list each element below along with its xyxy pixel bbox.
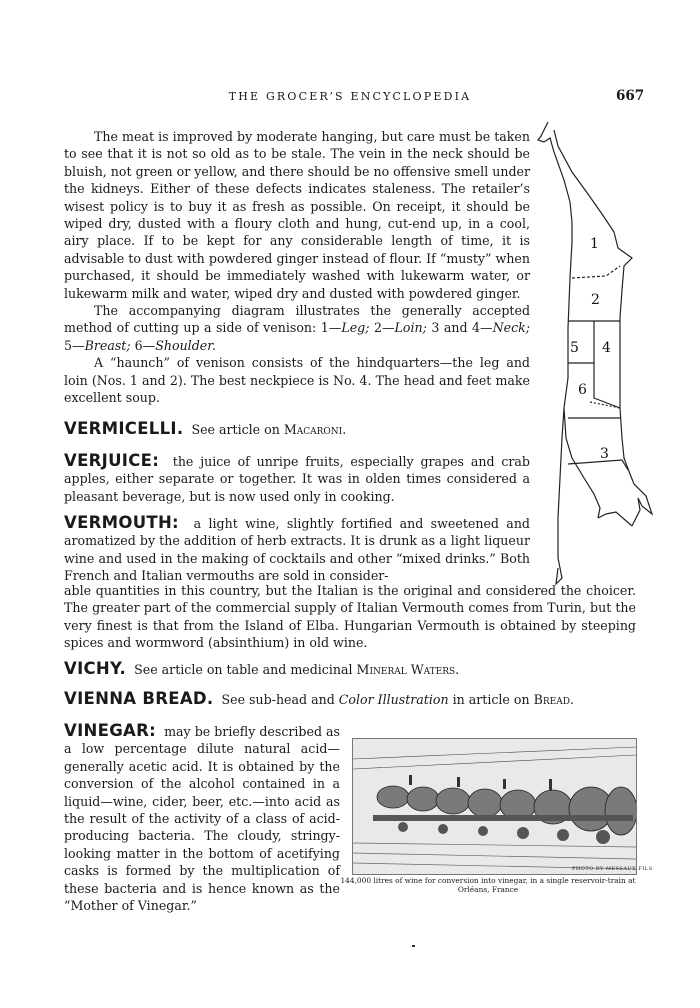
diagram-label-3: 3 (600, 446, 609, 462)
diagram-label-5: 5 (570, 340, 579, 356)
photo-credit: PHOTO BY MESSAUX FILS (572, 866, 653, 872)
venison-cuts-diagram (528, 118, 660, 594)
verjuice-entry: VERJUICE: the juice of unripe fruits, especially grapes and crab apples, either separate or together. It was in olden times considered a pleasant beverage, but is now used only in cooking. (64, 451, 530, 504)
venison-paragraph-1: The meat is improved by moderate hanging, but care must be taken to see that it is not so old as to be stale. The vein in the neck should be bluish, not green or yellow, and there should be no offensive smell under the kidneys. Either of these defects indicates staleness. The retailer’s wisest policy is to buy it as fresh as possible. On receipt, it should be wiped dry, dusted with a floury cloth and hung, cut-end up, in a cool, airy place. If to be kept for any considerable length of time, it is advisable to dust with powdered ginger instead of flour. If “musty” when purchased, it should be immediately washed with lukewarm water, or lukewarm milk and water, wiped dry and dusted with powdered ginger. (64, 129, 530, 301)
venison-paragraph-3: A “haunch” of venison consists of the hindquarters—the leg and loin (Nos. 1 and 2). The best neckpiece is No. 4. The head and feet make excellent soup. (64, 355, 530, 406)
diagram-label-4: 4 (602, 340, 611, 356)
diagram-label-1: 1 (590, 236, 599, 252)
vinegar-heading: VINEGAR: (64, 721, 157, 740)
vichy-entry: VICHY. See article on table and medicinal Mineral Waters. (64, 659, 460, 678)
vinegar-entry: VINEGAR: may be briefly described as a low percentage dilute natural acid—generally acetic acid. It is obtained by the conversion of the alcohol contained in a liquid—wine, cider, beer, etc.—into acid as the result of the activity of a class of acid-producing bacteria. The cloudy, stringy-looking matter in the bottom of acetifying casks is formed by the multiplication of these bacteria and is hence known as the “Mother of Vinegar.” (64, 721, 341, 914)
vienna-bread-heading: VIENNA BREAD. (64, 689, 214, 708)
vermicelli-entry: VERMICELLI. See article on Macaroni. (64, 419, 347, 438)
running-header: THE GROCER’S ENCYCLOPEDIA (228, 90, 472, 103)
verjuice-heading: VERJUICE: (64, 451, 160, 470)
page-number: 667 (616, 88, 645, 104)
diagram-label-2: 2 (591, 292, 600, 308)
photo-caption: 144,000 litres of wine for conversion into vinegar, in a single reservoir-train at Orléans, France (340, 876, 636, 894)
vienna-bread-entry: VIENNA BREAD. See sub-head and Color Illustration in article on Bread. (64, 689, 574, 708)
vermouth-heading: VERMOUTH: (64, 513, 179, 532)
vichy-heading: VICHY. (64, 659, 127, 678)
vinegar-train-photo (352, 738, 637, 875)
diagram-label-6: 6 (578, 382, 587, 398)
venison-section (64, 128, 530, 407)
vermouth-entry: VERMOUTH: a light wine, slightly fortified and sweetened and aromatized by the addition of herb extracts. It is drunk as a light liqueur wine and used in the making of cocktails and other “mixed drinks.” Both French and Italian vermouths are sold in consider- (64, 513, 530, 584)
vermicelli-heading: VERMICELLI. (64, 419, 184, 438)
vermouth-continued: able quantities in this country, but the Italian is the original and considered the choicer. The greater part of the commercial supply of Italian Vermouth comes from Turin, but the very finest is that from the Island of Elba. Hungarian Vermouth is obtained by steeping spices and wormword (absinthium) in old wine. (64, 583, 636, 651)
page-mark (412, 945, 415, 947)
venison-paragraph-2: The accompanying diagram illustrates the generally accepted method of cutting up a side of venison: 1—Leg; 2—Loin; 3 and 4—Neck; 5—Breast; 6—Shoulder. (64, 303, 530, 353)
